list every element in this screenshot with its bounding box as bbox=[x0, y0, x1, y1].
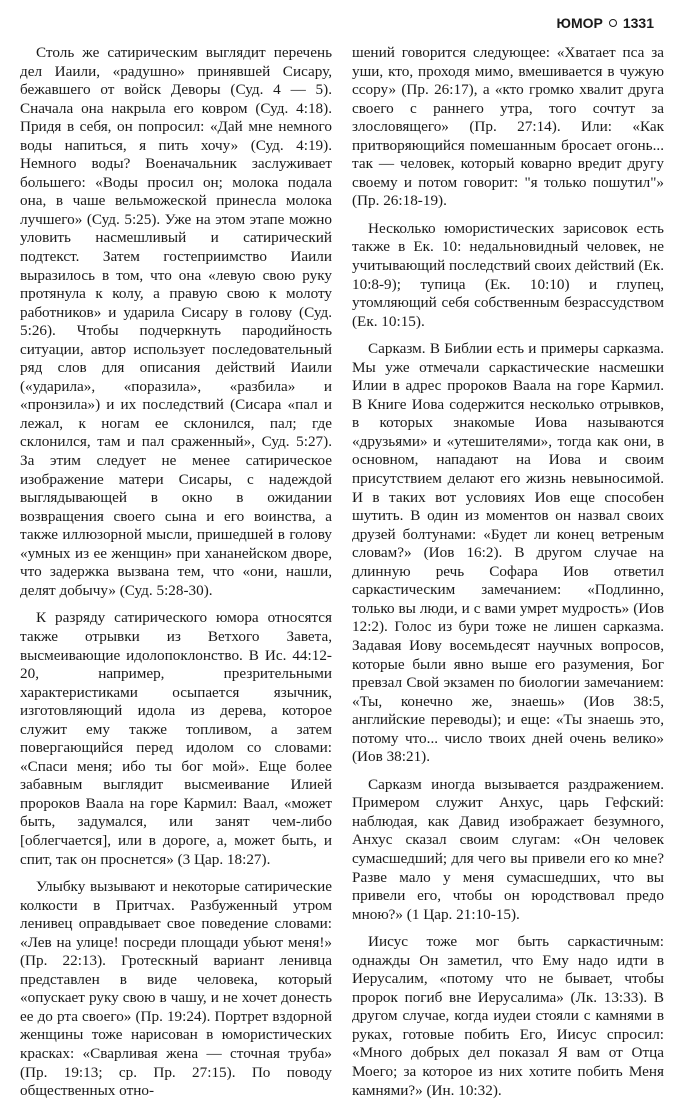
text-columns bbox=[20, 44, 664, 1100]
left-column bbox=[20, 44, 332, 1100]
paragraph: Сарказм иногда вызывается раздражением. Примером служит Анхус, царь Гефский: наблюдая, как Давид изображает безумного, Анхус сказал своим слугам: «Он человек сумасшедший; для чего вы привели его ко мне? Разве мало у меня сумасшедших, что вы привели его, чтобы он юродствовал предо мною?» (1 Цар. 21:10-15). bbox=[352, 775, 664, 923]
page-number: 1331 bbox=[622, 15, 654, 31]
paragraph: Сарказм. В Библии есть и примеры сарказма. Мы уже отмечали саркастические насмешки Илии в адрес пророков Ваала на горе Кармил. В Книге Иова содержится несколько отрывков, в которых знакомые Иова называются «друзьями» и «утешителями», тогда как они, в основном, нападают на Иова и своим присутствием делают его жизнь невыносимой. И в таких вот условиях Иов еще способен шутить. В один из моментов он назвал своих друзей болтунами: «Будет ли конец ветреным словам?» (Иов 16:2). В другом случае на длинную речь Софара Иов ответил саркастическим замечанием: «Подлинно, только вы люди, и с вами умрет мудрость» (Иов 12:2). Голос из бури тоже не лишен сарказма. Задавая Иову восемьдесят научных вопросов, которые были явно выше его разумения, Бог превзал Свой экзамен по биологии замечанием: «Ты, конечно же, знаешь» (Иов 38:5, английские переводы); и еще: «Ты знаешь это, потому что... число твоих дней очень велико» (Иов 38:21). bbox=[352, 340, 664, 766]
running-header bbox=[557, 14, 654, 32]
section-title: ЮМОР bbox=[556, 15, 603, 31]
right-column bbox=[352, 44, 664, 1099]
paragraph: Несколько юмористических зарисовок есть также в Ек. 10: недальновидный человек, не учитывающий последствий своих действий (Ек. 10:8-9); тупица (Ек. 10:10) и глупец, утомляющий себя собственным безрассудством (Ек. 10:15). bbox=[352, 219, 664, 330]
circle-icon bbox=[609, 19, 617, 27]
paragraph: Иисус тоже мог быть саркастичным: однажды Он заметил, что Ему надо идти в Иерусалим, «потому что не бывает, чтобы пророк погиб вне Иерусалима» (Лк. 13:33). В другом случае, когда иудеи стояли с камнями в руках, готовые побить Его, Иисус спросил: «Много добрых дел показал Я вам от Отца Моего; за которое из них хотите побить Меня камнями?» (Ин. 10:32). bbox=[352, 933, 664, 1099]
paragraph: Столь же сатирическим выглядит перечень дел Иаили, «радушно» принявшей Сисару, бежавшего от войск Деворы (Суд. 4 — 5). Сначала она накрыла его ковром (Суд. 4:18). Придя в себя, он попросил: «Дай мне немного воды напиться, я пить хочу» (Суд. 4:19). Немного воды? Военачальник заслуживает большего: «Воды просил он; молока подала она, в чаше вельможеской принесла молока лучшего» (Суд. 5:25). Уже на этом этапе можно уловить насмешливый и сатирический подтекст. Затем гостеприимство Иаили выразилось в том, что она «левую свою руку протянула к колу, а правую свою к молоту работников» и ударила Сисару в голову (Суд. 5:26). Чтобы подчеркнуть пародийность ситуации, автор использует последовательный ряд слов для описания действий Иаили («ударила», «поразила», «разбила» и «пронзила») и их последствий (Сисара «пал и лежал, к ногам ее склонился, пал; где склонился, там и пал сраженный», Суд. 5:27). За этим следует не менее сатирическое изображение матери Сисары, с надеждой выглядывающей в окно в ожидании возвращения своего сына и его воинства, а также иллюзорной мысли, пришедшей в голову «умных из ее женщин» при хананейском дворе, что задержка вызвана тем, что «они, нашли, делят добычу» (Суд. 5:28-30). bbox=[20, 44, 332, 599]
paragraph: К разряду сатирического юмора относятся также отрывки из Ветхого Завета, высмеивающие идолопоклонство. В Ис. 44:12-20, например, презрительными характеристиками осыпается язычник, изготовляющий идола из дерева, которое служит ему также топливом, а затем повергающийся перед идолом со словами: «Спаси меня; ибо ты бог мой». Еще более забавным выглядит высмеивание Илией пророков Ваала на горе Кармил: Ваал, «может быть, задумался, или занят чем-либо [облегчается], или в дороге, а, может быть, и спит, так он проснется» (3 Цар. 18:27). bbox=[20, 609, 332, 868]
paragraph: шений говорится следующее: «Хватает пса за уши, кто, проходя мимо, вмешивается в чужую ссору» (Пр. 26:17), а «кто громко хвалит друга своего с раннего утра, того сочтут за злословящего» (Пр. 27:14). Или: «Как притворяющийся помешанным бросает огонь... так — человек, который коварно вредит другу своему и потом говорит: "я только пошутил"» (Пр. 26:18-19). bbox=[352, 44, 664, 210]
paragraph: Улыбку вызывают и некоторые сатирические колкости в Притчах. Разбуженный утром ленивец оправдывает свое поведение словами: «Лев на улице! посреди площади убьют меня!» (Пр. 22:13). Гротескный вариант ленивца представлен в виде человека, который «опускает руку свою в чашу, и не хочет донесть ее до рта своего» (Пр. 19:24). Портрет вздорной женщины тоже нарисован в юмористических красках: «Сварливая жена — сточная труба» (Пр. 19:13; ср. Пр. 27:15). По поводу общественных отно- bbox=[20, 878, 332, 1100]
